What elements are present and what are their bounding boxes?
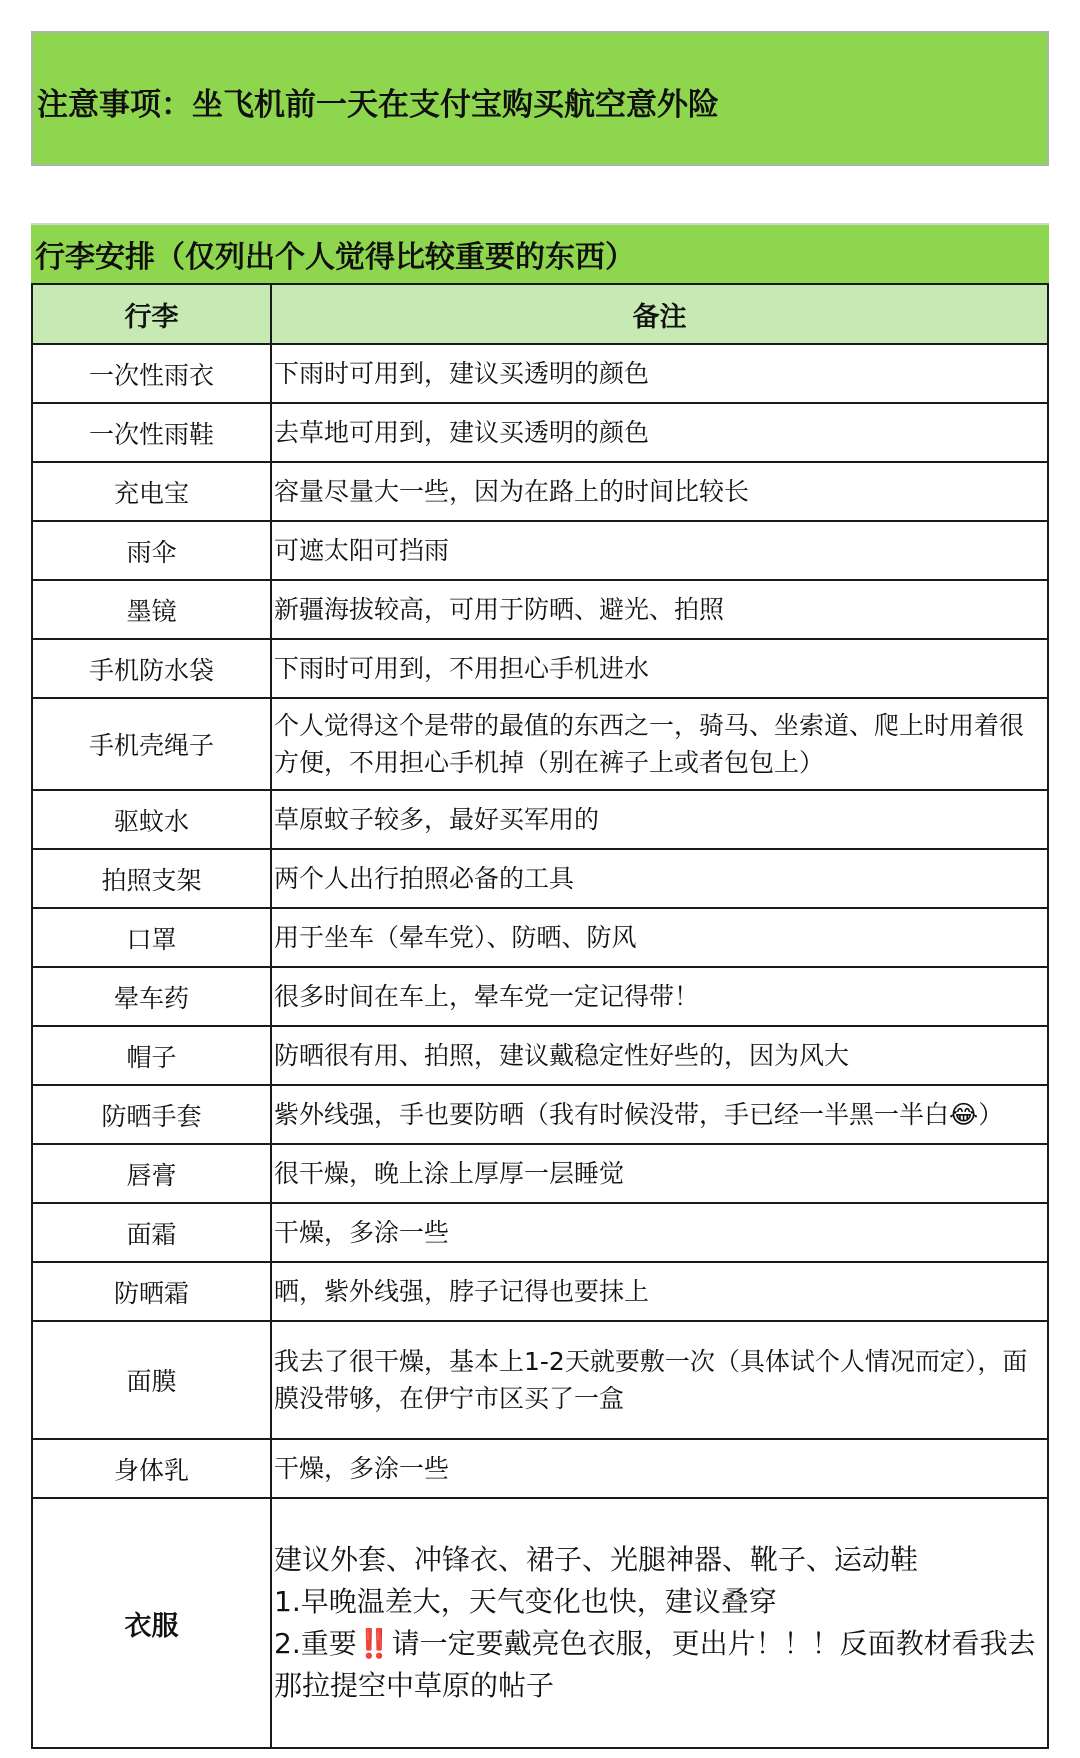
table-row-clothes [32,1498,1048,1748]
item-cell: 唇膏 [32,1144,271,1203]
clothes-line-3-text: 请一定要戴亮色衣服，更出片！！！反面教材看我去那拉提空中草原的帖子 [274,1627,1036,1702]
notice-banner [31,31,1049,166]
table-row [32,1203,1048,1262]
notice-text: 注意事项：坐飞机前一天在支付宝购买航空意外险 [37,87,719,123]
item-cell: 手机防水袋 [32,639,271,698]
column-header-item: 行李 [32,284,271,344]
luggage-table [31,283,1049,1749]
column-header-note: 备注 [271,284,1048,344]
item-cell: 身体乳 [32,1439,271,1498]
table-row [32,698,1048,790]
table-row [32,849,1048,908]
note-cell: 容量尽量大一些，因为在路上的时间比较长 [271,462,1048,521]
item-cell: 一次性雨鞋 [32,403,271,462]
note-cell: 紫外线强，手也要防晒（我有时候没带，手已经一半黑一半白😂） [271,1085,1048,1144]
item-cell-clothes: 衣服 [32,1498,271,1748]
item-cell: 口罩 [32,908,271,967]
table-row [32,967,1048,1026]
table-row [32,1144,1048,1203]
table-row [32,344,1048,403]
table-row [32,1085,1048,1144]
note-cell: 干燥，多涂一些 [271,1203,1048,1262]
table-row [32,1026,1048,1085]
clothes-line-3 [274,1623,1047,1707]
note-cell: 两个人出行拍照必备的工具 [271,849,1048,908]
note-cell: 防晒很有用、拍照，建议戴稳定性好些的，因为风大 [271,1026,1048,1085]
table-row [32,1262,1048,1321]
note-cell: 去草地可用到，建议买透明的颜色 [271,403,1048,462]
clothes-line-1: 建议外套、冲锋衣、裙子、光腿神器、靴子、运动鞋 [274,1543,919,1576]
item-cell: 拍照支架 [32,849,271,908]
note-cell: 草原蚊子较多，最好买军用的 [271,790,1048,849]
note-cell: 新疆海拔较高，可用于防晒、避光、拍照 [271,580,1048,639]
item-cell: 面霜 [32,1203,271,1262]
clothes-line-3-prefix: 2.重要 [274,1627,357,1660]
item-cell: 雨伞 [32,521,271,580]
note-cell: 用于坐车（晕车党）、防晒、防风 [271,908,1048,967]
item-cell: 驱蚊水 [32,790,271,849]
note-cell: 可遮太阳可挡雨 [271,521,1048,580]
table-row [32,521,1048,580]
note-cell: 个人觉得这个是带的最值的东西之一，骑马、坐索道、爬上时用着很方便，不用担心手机掉（别在裤子上或者包包上） [271,698,1048,790]
item-cell: 充电宝 [32,462,271,521]
item-cell: 防晒手套 [32,1085,271,1144]
section-title: 行李安排（仅列出个人觉得比较重要的东西） [31,223,1049,283]
note-cell: 我去了很干燥，基本上1-2天就要敷一次（具体试个人情况而定），面膜没带够，在伊宁市区买了一盒 [271,1321,1048,1439]
item-cell: 手机壳绳子 [32,698,271,790]
note-cell: 很多时间在车上，晕车党一定记得带！ [271,967,1048,1026]
table-row [32,639,1048,698]
item-cell: 防晒霜 [32,1262,271,1321]
item-cell: 晕车药 [32,967,271,1026]
note-cell: 干燥，多涂一些 [271,1439,1048,1498]
note-cell: 下雨时可用到，不用担心手机进水 [271,639,1048,698]
note-cell: 很干燥，晚上涂上厚厚一层睡觉 [271,1144,1048,1203]
table-row [32,790,1048,849]
note-cell: 晒，紫外线强，脖子记得也要抹上 [271,1262,1048,1321]
item-cell: 帽子 [32,1026,271,1085]
table-row [32,1439,1048,1498]
note-cell-clothes [271,1498,1048,1748]
item-cell: 一次性雨衣 [32,344,271,403]
luggage-section [31,223,1049,1749]
double-exclamation-icon: ‼️ [356,1627,392,1660]
table-row [32,403,1048,462]
table-row [32,462,1048,521]
clothes-line-2: 1.早晚温差大，天气变化也快，建议叠穿 [274,1585,777,1618]
item-cell: 面膜 [32,1321,271,1439]
note-cell: 下雨时可用到，建议买透明的颜色 [271,344,1048,403]
table-row [32,908,1048,967]
table-row [32,580,1048,639]
table-row [32,1321,1048,1439]
item-cell: 墨镜 [32,580,271,639]
